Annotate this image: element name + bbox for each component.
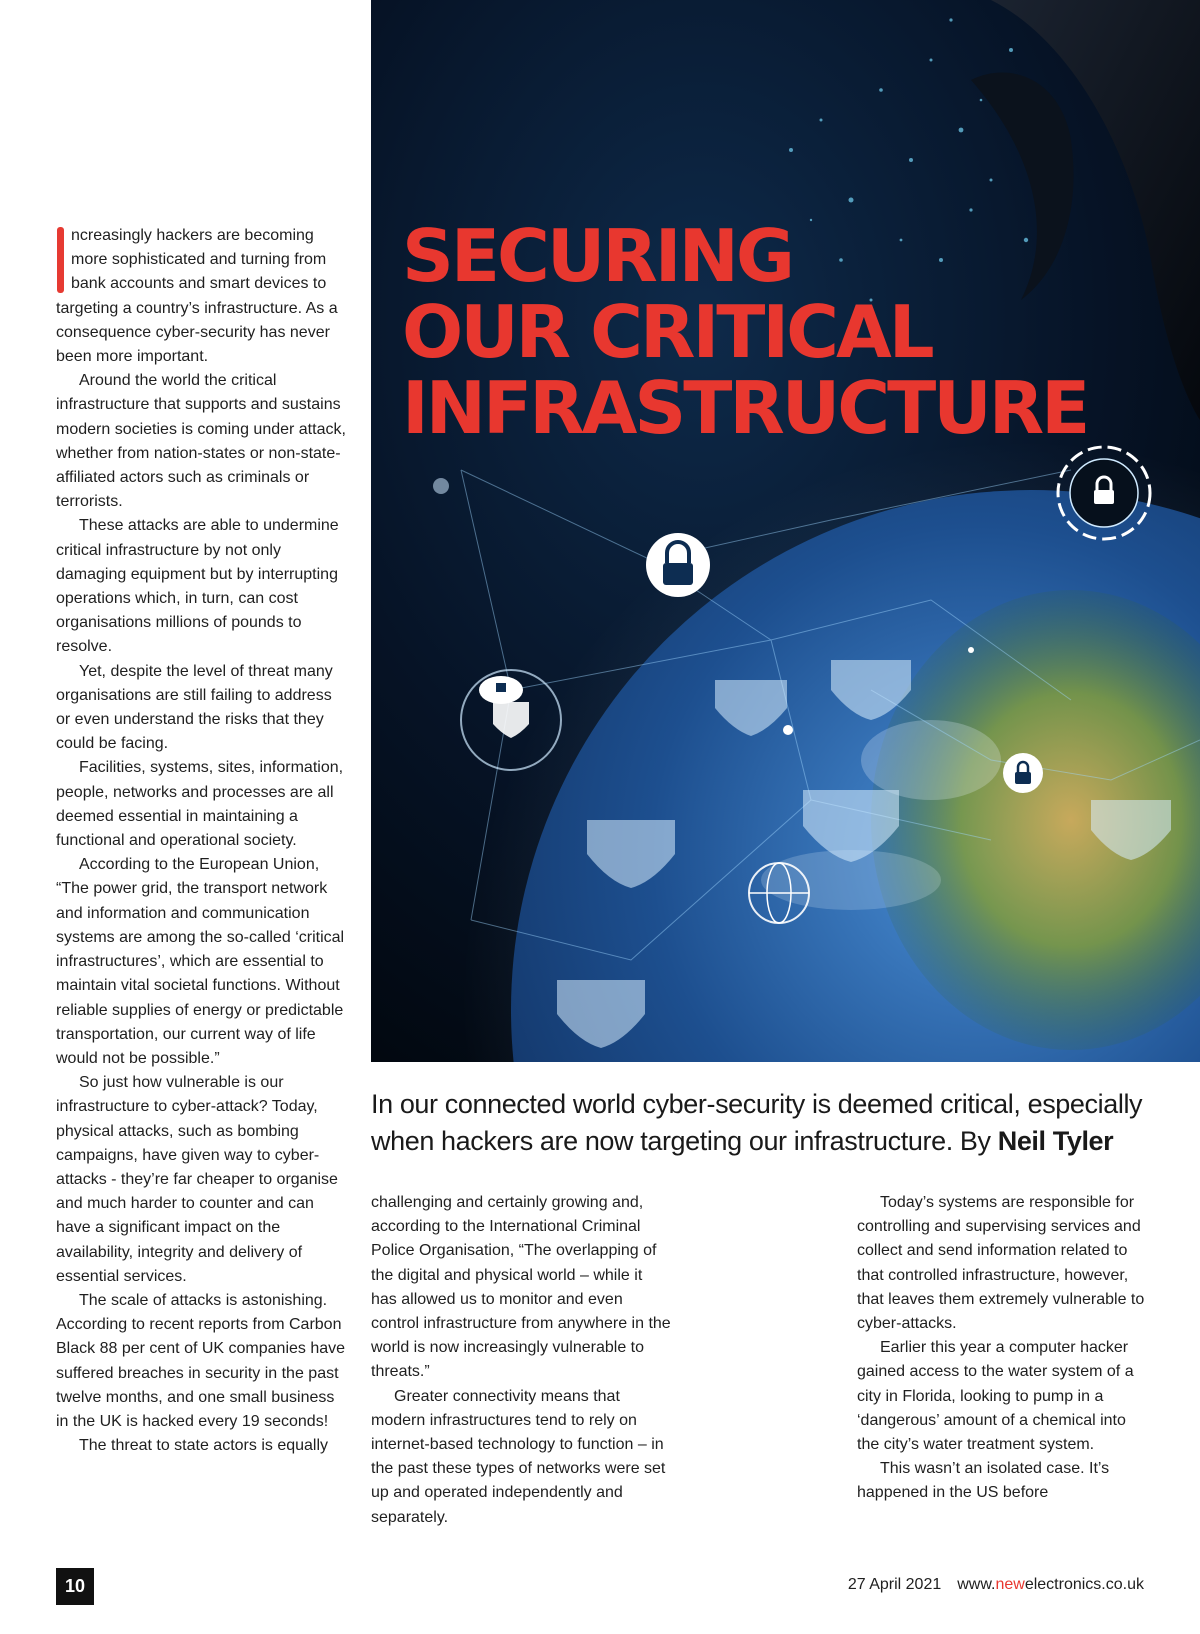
body-paragraph: These attacks are able to undermine critical infrastructure by not only damaging equipment but by interrupting operations which, in turn, can cost organisations millions of pounds to resolve. <box>56 517 339 656</box>
padlock-icon <box>1003 753 1043 793</box>
body-paragraph: ncreasingly hackers are becoming more sophisticated and turning from bank accounts and smart devices to targeting a country’s infrastructure. As a consequence cyber-security has never been more important. <box>56 227 338 366</box>
body-paragraph: The scale of attacks is astonishing. According to recent reports from Carbon Black 88 per cent of UK companies have suffered breaches in security in the past twelve months, and one small business in the UK is hacked every 19 seconds! <box>56 1291 346 1430</box>
body-paragraph: This wasn’t an isolated case. It’s happened in the US before <box>857 1460 1110 1502</box>
body-paragraph: Facilities, systems, sites, information, people, networks and processes are all deemed essential in maintaining a functional and operational society. <box>56 759 344 850</box>
body-paragraph: challenging and certainly growing and, according to the International Criminal Police Organisation, “The overlapping of the digital and physical world – while it has allowed us to monitor and even control infrastructure from anywhere in the world is now increasingly vulnerable to threats.” <box>371 1194 671 1381</box>
standfirst: In our connected world cyber-security is deemed critical, especially when hackers are now targeting our infrastructure. By Neil Tyler <box>371 1089 1143 1156</box>
body-paragraph: Earlier this year a computer hacker gained access to the water system of a city in Florida, looking to pump in a ‘dangerous’ amount of a chemical into the city’s water treatment system. <box>857 1339 1134 1454</box>
drop-cap-i <box>57 227 64 293</box>
body-column-middle <box>371 1191 671 1530</box>
body-paragraph: Greater connectivity means that modern infrastructures tend to rely on internet-based technology to function – in the past these types of networks were set up and operated independently and separately. <box>371 1387 666 1526</box>
body-column-left <box>56 224 346 1458</box>
body-column-right <box>857 1191 1152 1506</box>
site-url: www.newelectronics.co.uk <box>957 1576 1144 1593</box>
headline-line: SECURING <box>402 214 792 298</box>
body-paragraph: According to the European Union, “The power grid, the transport network and information and communication systems are among the so-called ‘critical infrastructures’, which are essential to maintain vital societal functions. Without reliable supplies of energy or predictable transportation, our current way of life would not be possible.” <box>56 856 345 1067</box>
body-paragraph: Today’s systems are responsible for controlling and supervising services and collect and send information related to that controlled infrastructure, however, that leaves them extremely vulnerable to cyber-attacks. <box>857 1194 1145 1333</box>
body-paragraph: Around the world the critical infrastructure that supports and sustains modern societies is coming under attack, whether from nation-states or non-state-affiliated actors such as criminals or terrorists. <box>56 372 346 511</box>
body-paragraph: The threat to state actors is equally <box>79 1437 329 1455</box>
body-paragraph: Yet, despite the level of threat many organisations are still failing to address or even understand the risks that they could be facing. <box>56 662 333 753</box>
page-number: 10 <box>56 1568 94 1605</box>
headline-line: INFRASTRUCTURE <box>402 366 1088 450</box>
hero-image <box>371 0 1200 1062</box>
body-paragraph: So just how vulnerable is our infrastructure to cyber-attack? Today, physical attacks, such as bombing campaigns, have given way to cyber-attacks - they’re far cheaper to organise and much harder to counter and can have a significant impact on the availability, integrity and delivery of essential services. <box>56 1074 338 1285</box>
headline-line: OUR CRITICAL <box>402 290 932 374</box>
issue-date: 27 April 2021 <box>847 1576 942 1593</box>
author-name: Neil Tyler <box>997 1126 1114 1156</box>
article-headline <box>402 214 1088 450</box>
page-footer <box>848 1576 1144 1594</box>
padlock-icon <box>646 533 710 597</box>
